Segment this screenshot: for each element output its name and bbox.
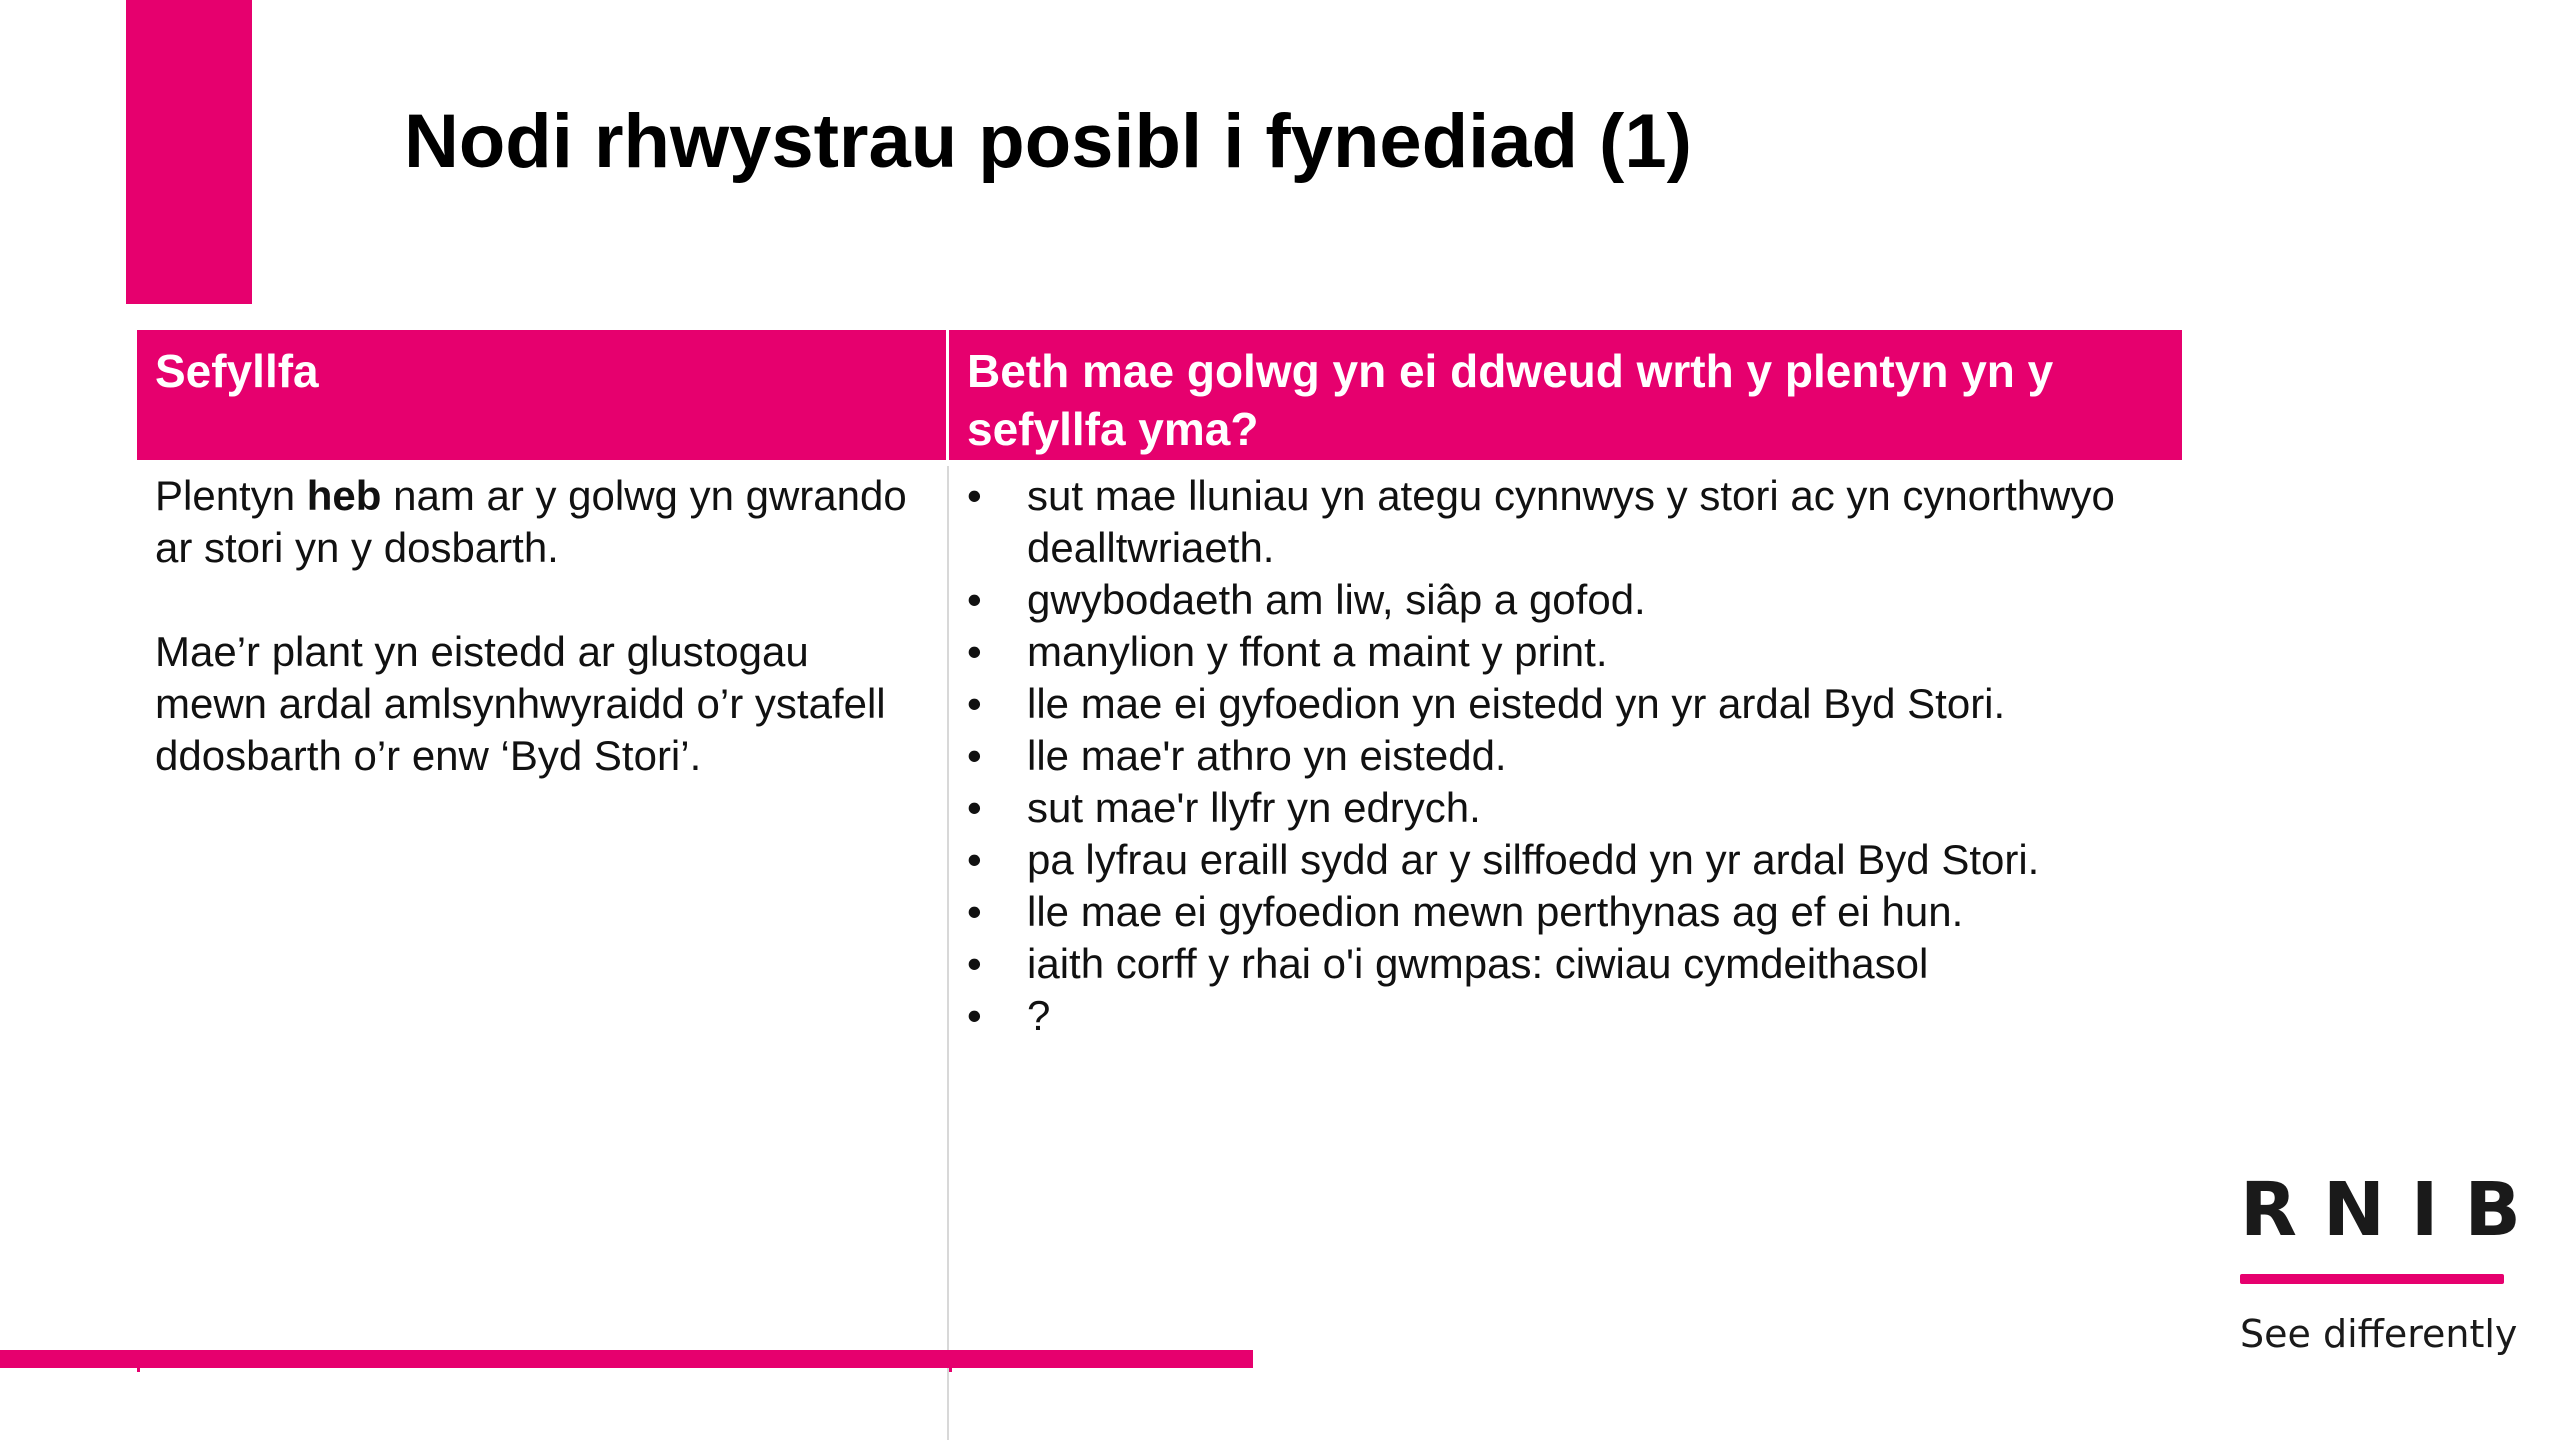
list-item-text: lle mae'r athro yn eistedd. bbox=[1027, 732, 1507, 779]
bullet-icon: • bbox=[967, 836, 982, 883]
logo-wordmark: RNIB bbox=[2240, 1167, 2547, 1253]
bullet-icon: • bbox=[967, 940, 982, 987]
list-item-text: gwybodaeth am liw, siâp a gofod. bbox=[1027, 576, 1646, 623]
rnib-logo bbox=[2240, 1167, 2547, 1356]
bullet-icon: • bbox=[967, 680, 982, 727]
bottom-divider-tick bbox=[137, 1350, 140, 1372]
situation-paragraph-1 bbox=[155, 470, 929, 574]
list-item bbox=[967, 990, 2164, 1042]
list-item-text: lle mae ei gyfoedion yn eistedd yn yr ardal Byd Stori. bbox=[1027, 680, 2006, 727]
situation-cell bbox=[137, 466, 949, 1440]
list-item bbox=[967, 886, 2164, 938]
list-item-text: ? bbox=[1027, 992, 1051, 1039]
list-item bbox=[967, 678, 2164, 730]
list-item bbox=[967, 574, 2164, 626]
list-item-text: sut mae lluniau yn ategu cynnwys y stori ac yn cynorthwyo dealltwriaeth. bbox=[1027, 472, 2115, 571]
header-situation: Sefyllfa bbox=[137, 330, 949, 460]
bullet-icon: • bbox=[967, 472, 982, 519]
situation-text-after: nam ar y golwg yn gwrando ar stori yn y dosbarth. bbox=[155, 472, 907, 571]
list-item bbox=[967, 626, 2164, 678]
table-header-row bbox=[137, 330, 2182, 460]
list-item bbox=[967, 834, 2164, 886]
list-item-text: manylion y ffont a maint y print. bbox=[1027, 628, 1608, 675]
accent-bar bbox=[126, 0, 252, 304]
list-item-text: pa lyfrau eraill sydd ar y silffoedd yn yr ardal Byd Stori. bbox=[1027, 836, 2040, 883]
table-row bbox=[137, 460, 2182, 1440]
bottom-accent-line bbox=[0, 1350, 1253, 1368]
bullet-icon: • bbox=[967, 576, 982, 623]
list-item-text: iaith corff y rhai o'i gwmpas: ciwiau cymdeithasol bbox=[1027, 940, 1929, 987]
list-item-text: sut mae'r llyfr yn edrych. bbox=[1027, 784, 1481, 831]
slide-title: Nodi rhwystrau posibl i fynediad (1) bbox=[404, 99, 1692, 184]
list-item bbox=[967, 782, 2164, 834]
list-item-text: lle mae ei gyfoedion mewn perthynas ag ef ei hun. bbox=[1027, 888, 1964, 935]
sight-info-cell bbox=[949, 466, 2182, 1440]
list-item bbox=[967, 470, 2164, 574]
list-item bbox=[967, 938, 2164, 990]
bullet-icon: • bbox=[967, 732, 982, 779]
logo-tagline: See differently bbox=[2240, 1312, 2518, 1356]
content-table bbox=[137, 330, 2182, 1440]
sight-info-list bbox=[967, 470, 2164, 1042]
bullet-icon: • bbox=[967, 784, 982, 831]
logo-rule bbox=[2240, 1274, 2504, 1284]
situation-text-before: Plentyn bbox=[155, 472, 307, 519]
bullet-icon: • bbox=[967, 628, 982, 675]
header-what-sight-tells: Beth mae golwg yn ei ddweud wrth y plentyn yn y sefyllfa yma? bbox=[967, 345, 2054, 455]
bullet-icon: • bbox=[967, 992, 982, 1039]
situation-paragraph-2: Mae’r plant yn eistedd ar glustogau mewn ardal amlsynhwyraidd o’r ystafell ddosbarth o’r enw ‘Byd Stori’. bbox=[155, 628, 886, 779]
bottom-divider-tick bbox=[949, 1350, 952, 1372]
list-item bbox=[967, 730, 2164, 782]
bullet-icon: • bbox=[967, 888, 982, 935]
situation-emphasis: heb bbox=[306, 472, 382, 519]
